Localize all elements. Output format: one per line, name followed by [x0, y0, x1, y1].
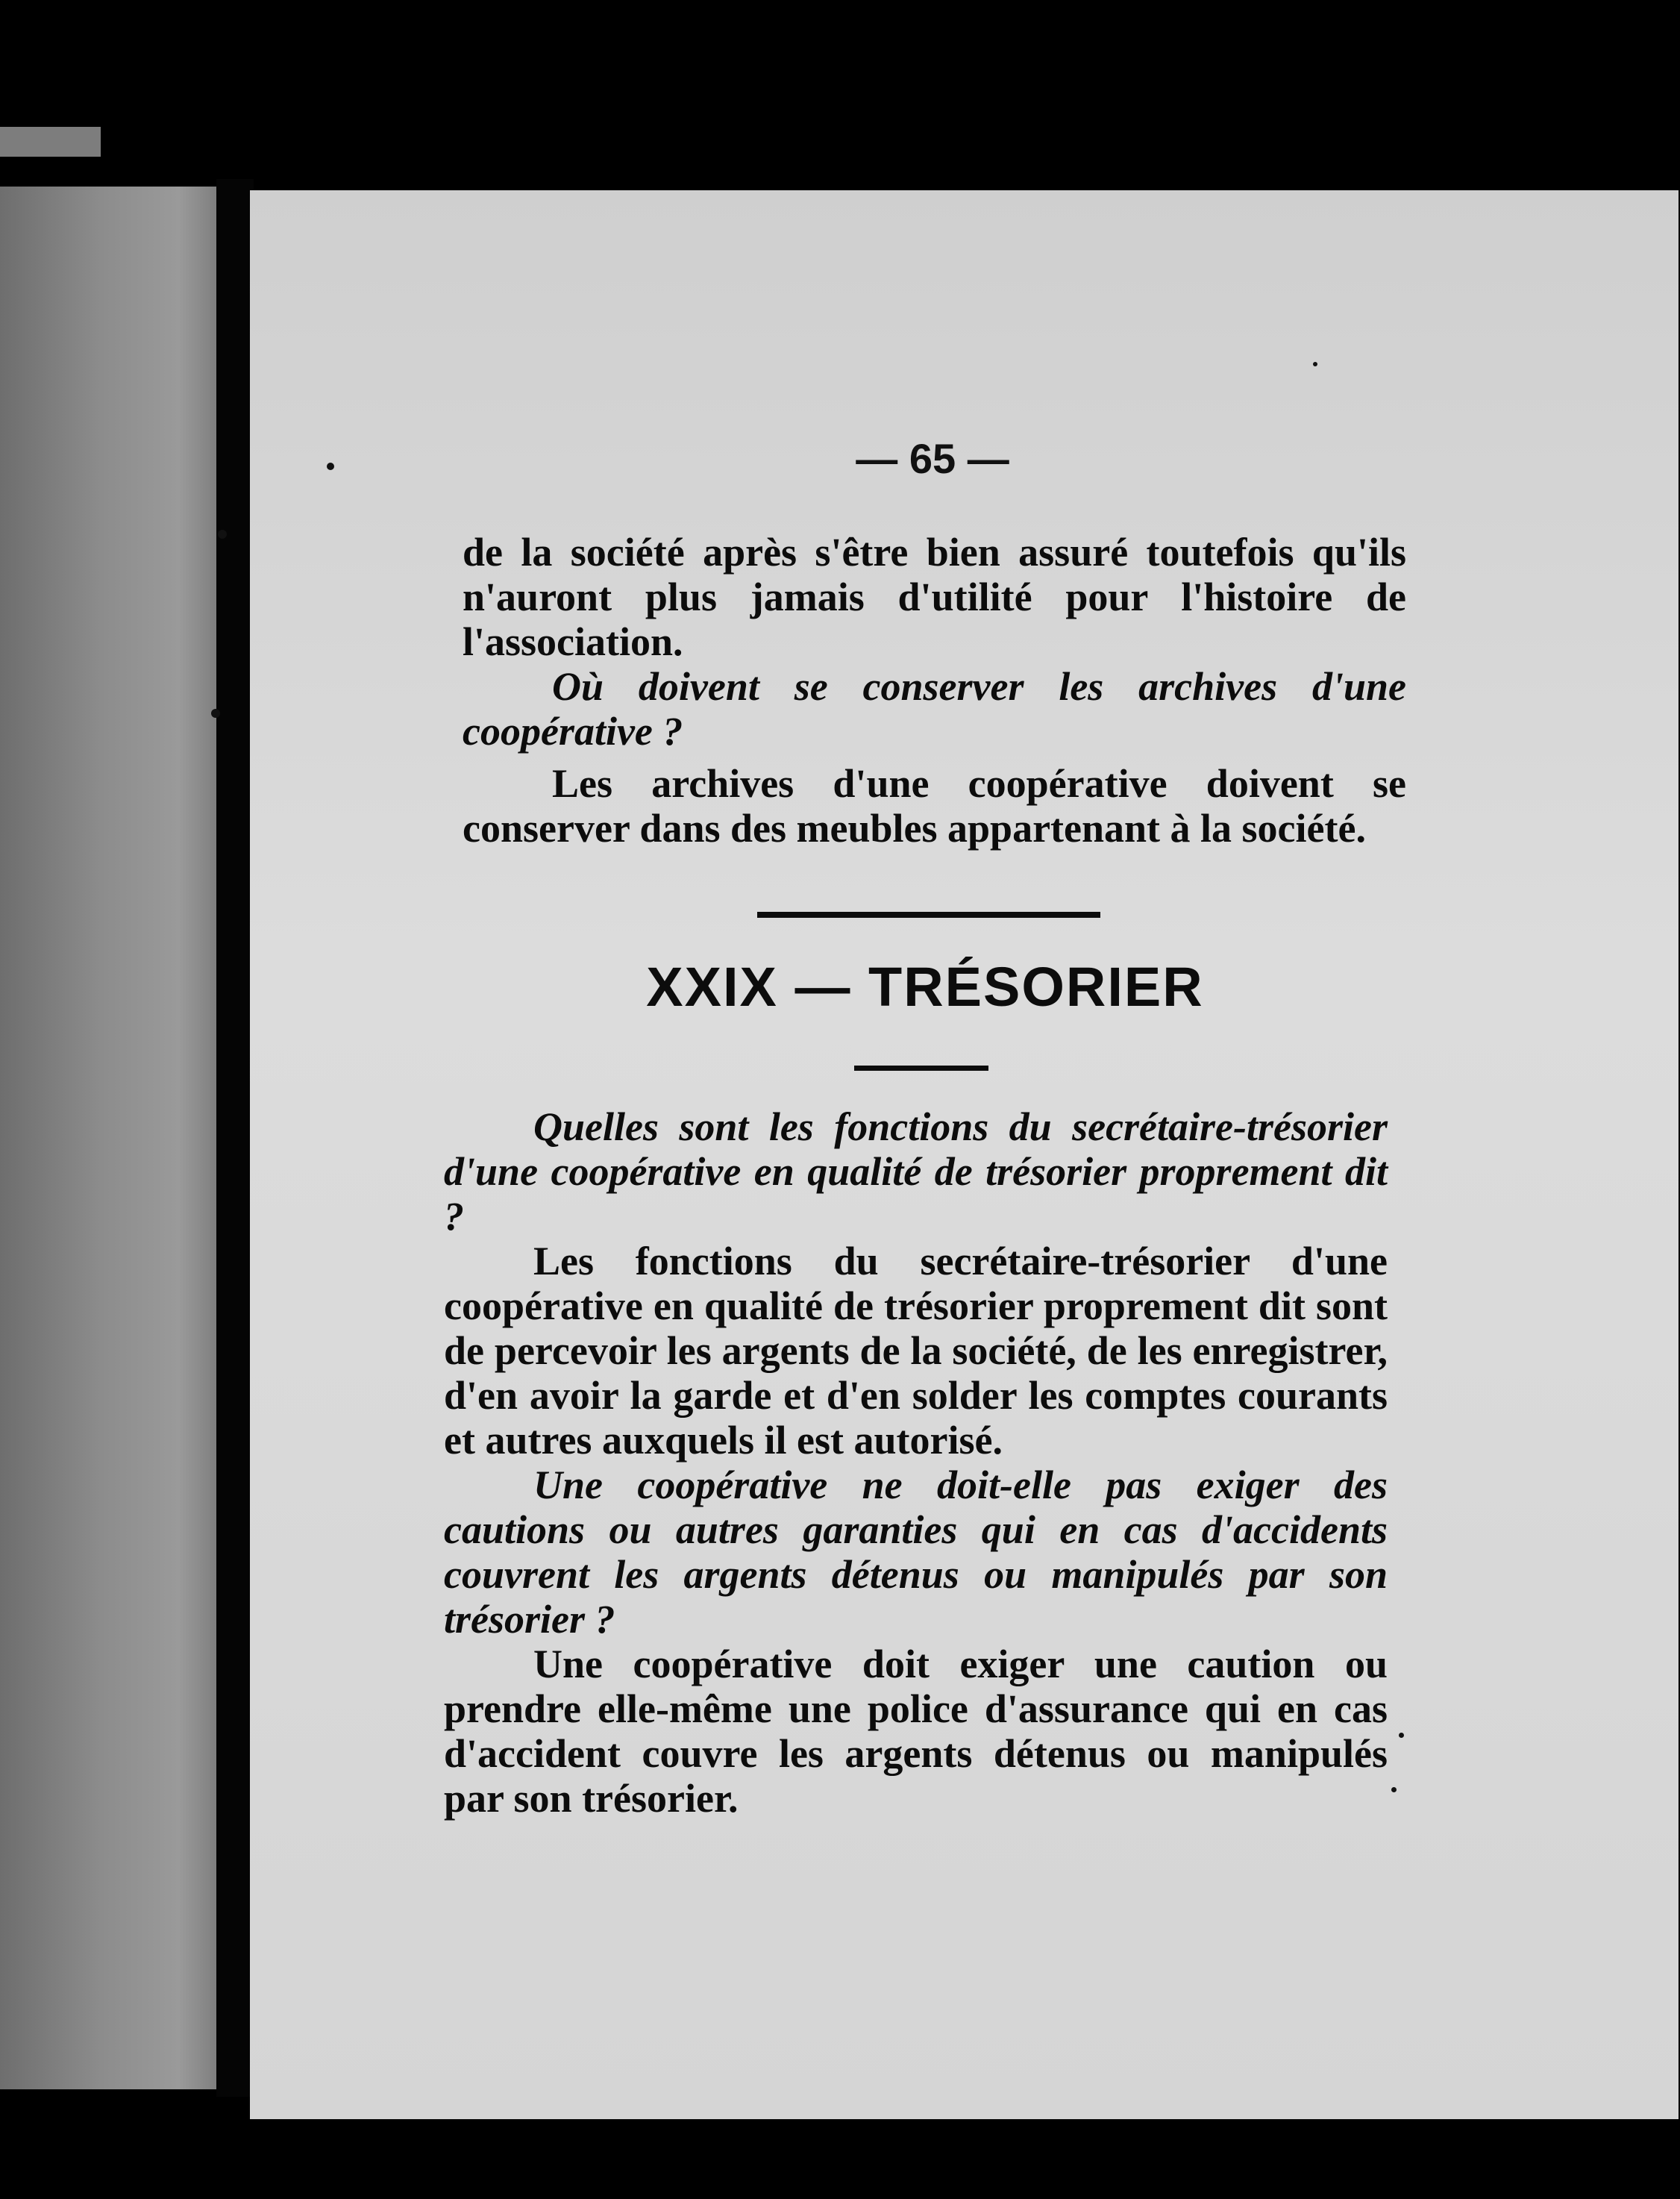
ink-speck: [327, 463, 334, 470]
question-guarantees: Une coopérative ne doit-elle pas exiger des cautions ou autres garanties qui en cas d'accidents couvrent les argents détenus ou manipulés par son trésorier ?: [444, 1463, 1388, 1642]
ink-speck: [211, 709, 220, 718]
paragraph-continuation: de la société après s'être bien assuré toutefois qu'ils n'auront plus jamais d'utilité pour l'histoire de l'association.: [463, 530, 1406, 664]
ink-speck: [1391, 1787, 1397, 1792]
answer-guarantees: Une coopérative doit exiger une caution ou prendre elle-même une police d'assurance qui en cas d'accident couvre les argents détenus ou manipulés par son trésorier.: [444, 1642, 1388, 1821]
top-text-block: [463, 530, 1406, 851]
bottom-text-block: [444, 1104, 1388, 1821]
left-page-edge-top: [0, 127, 101, 157]
ink-speck: [218, 530, 227, 539]
left-page: [0, 187, 224, 2089]
page-number: — 65 —: [856, 435, 1009, 482]
ink-speck: [1313, 362, 1317, 366]
question-archives: Où doivent se conserver les archives d'une coopérative ?: [463, 664, 1406, 754]
ink-speck: [1399, 1733, 1404, 1738]
section-divider-top: [757, 912, 1100, 918]
answer-treasurer-functions: Les fonctions du secrétaire-trésorier d'une coopérative en qualité de trésorier proprement dit sont de percevoir les argents de la société, de les enregistrer, d'en avoir la garde et d'en solder les comptes courants et autres auxquels il est autorisé.: [444, 1239, 1388, 1463]
section-title: XXIX — TRÉSORIER: [646, 956, 1204, 1018]
section-divider-bottom: [854, 1066, 988, 1071]
answer-archives: Les archives d'une coopérative doivent se conserver dans des meubles appartenant à la société.: [463, 761, 1406, 851]
book-gutter: [216, 179, 254, 2097]
question-treasurer-functions: Quelles sont les fonctions du secrétaire-trésorier d'une coopérative en qualité de trésorier proprement dit ?: [444, 1104, 1388, 1239]
